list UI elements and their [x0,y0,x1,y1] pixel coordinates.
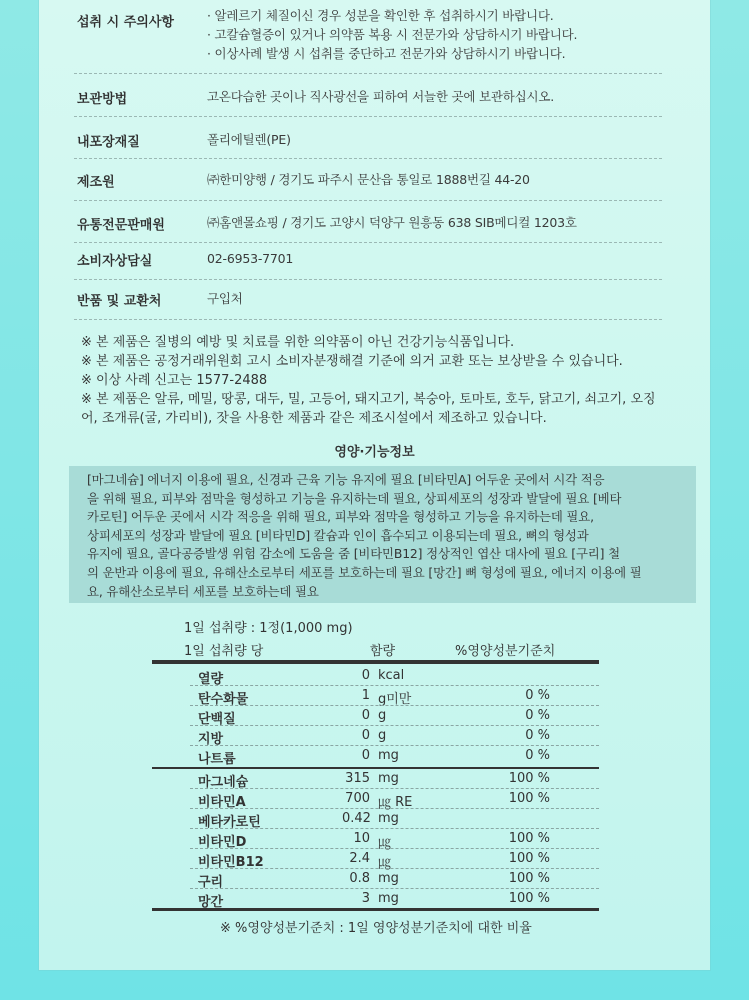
info-value [207,289,243,308]
nutrient-name: 마그네슘 [198,775,249,790]
nutrient-amount: 0 [361,728,370,743]
nutrition-header-serving: 1일 섭취량 당 [184,644,264,659]
info-line: ㈜한미양행 / 경기도 파주시 문산읍 통일로 1888번길 44-20 [207,172,530,187]
nutrition-row [152,686,599,706]
nutrient-percent: 100 % [508,791,550,806]
info-row-precautions [39,0,710,74]
info-row-storage [39,74,710,117]
nutrient-name: 나트륨 [198,752,236,767]
nutrient-percent: 100 % [508,771,550,786]
nutrient-amount: 315 [345,771,370,786]
function-info-box [69,466,696,603]
info-line: ㈜홈앤몰쇼핑 / 경기도 고양시 덕양구 원흥동 638 SIB메디컬 1203호 [207,215,577,230]
nutrient-unit: ㎍ [378,855,392,870]
nutrient-amount: 2.4 [349,851,370,866]
note-line: ※ 본 제품은 알류, 메밀, 땅콩, 대두, 밀, 고등어, 돼지고기, 복숭아, 토마토, 호두, 닭고기, 쇠고기, 오징 [81,392,656,407]
note-line: ※ 이상 사례 신고는 1577-2488 [81,373,268,388]
nutrition-row [152,746,599,766]
info-row-manufacturer [39,159,710,201]
info-label: 소비자상담실 [77,254,153,269]
nutrition-row [152,706,599,726]
function-line: 상피세포의 성장과 발달에 필요 [비타민D] 칼슘과 인이 흡수되고 이용되는데 필요, 뼈의 형성과 [87,527,589,543]
info-label: 보관방법 [77,92,128,107]
nutrition-row [152,809,599,829]
info-value [207,6,577,63]
function-info-title: 영양·기능정보 [334,445,415,460]
nutrient-unit: mg [378,811,399,826]
info-value [207,130,291,149]
nutrient-name: 베타카로틴 [198,815,261,830]
nutrient-unit: mg [378,748,399,763]
info-label: 섭취 시 주의사항 [77,15,174,30]
function-line: 의 운반과 이용에 필요, 유해산소로부터 세포를 보호하는데 필요 [망간] 뼈 형성에 필요, 에너지 이용에 필 [87,564,642,580]
nutrient-percent: 0 % [525,688,550,703]
nutrient-name: 단백질 [198,712,236,727]
info-line: · 알레르기 체질이신 경우 성분을 확인한 후 섭취하시기 바랍니다. [207,8,554,23]
nutrient-percent: 100 % [508,891,550,906]
info-label: 제조원 [77,175,115,190]
nutrient-unit: mg [378,891,399,906]
function-line: [마그네슘] 에너지 이용에 필요, 신경과 근육 기능 유지에 필요 [비타민A] 어두운 곳에서 시각 적응 [87,472,605,487]
nutrient-amount: 0 [361,708,370,723]
nutrient-percent: 0 % [525,708,550,723]
info-row-customer-service [39,243,710,280]
nutrient-percent: 0 % [525,748,550,763]
nutrient-amount: 3 [361,891,370,906]
nutrient-percent: 100 % [508,851,550,866]
nutrient-unit: mg [378,871,399,886]
nutrient-name: 열량 [198,672,224,687]
legal-notes [81,333,681,428]
nutrient-name: 지방 [198,732,224,747]
function-line: 카로틴] 어두운 곳에서 시각 적응을 위해 필요, 피부와 점막을 형성하고 기능을 유지하는데 필요, [87,509,594,525]
nutrient-name: 망간 [198,895,224,910]
nutrient-name: 비타민A [198,795,246,810]
nutrition-row [152,769,599,789]
nutrition-top-rule [152,660,599,664]
note-line: ※ 본 제품은 공정거래위원회 고시 소비자분쟁해결 기준에 의거 교환 또는 보상받을 수 있습니다. [81,354,623,369]
info-value [207,213,577,232]
nutrient-amount: 10 [353,831,370,846]
info-label: 반품 및 교환처 [77,294,162,309]
nutrient-amount: 1 [361,688,370,703]
function-line: 을 위해 필요, 피부와 점막을 형성하고 기능을 유지하는데 필요, 상피세포의 성장과 발달에 필요 [베타 [87,490,622,506]
info-row-returns [39,280,710,320]
info-line: 고온다습한 곳이나 직사광선을 피하여 서늘한 곳에 보관하십시오. [207,89,555,104]
nutrient-percent: 100 % [508,871,550,886]
nutrition-row [152,869,599,889]
row-divider [74,319,662,320]
info-line: 구입처 [207,291,243,306]
info-line: · 이상사례 발생 시 섭취를 중단하고 전문가와 상담하시기 바랍니다. [207,46,566,61]
info-label: 내포장재질 [77,135,140,150]
nutrition-row [152,889,599,909]
info-label: 유통전문판매원 [77,218,165,233]
info-row-packaging [39,117,710,159]
nutrient-percent: 100 % [508,831,550,846]
info-line: 02-6953-7701 [207,251,294,266]
nutrition-header-percent: %영양성분기준치 [455,644,556,659]
note-line: 어, 조개류(굴, 가리비), 잣을 사용한 제품과 같은 제조시설에서 제조하고 있습니다. [81,411,547,426]
nutrient-name: 비타민D [198,835,247,850]
nutrient-unit: g [378,708,387,723]
nutrient-unit: g미만 [378,692,412,707]
info-line: 폴리에틸렌(PE) [207,132,291,147]
info-value [207,170,530,189]
nutrient-amount: 700 [345,791,370,806]
nutrition-row [152,726,599,746]
nutrition-row [152,849,599,869]
function-line: 요, 유해산소로부터 세포를 보호하는데 필요 [87,583,319,599]
nutrition-row [152,789,599,809]
info-value [207,87,554,106]
nutrient-amount: 0 [361,748,370,763]
nutrient-name: 탄수화물 [198,692,249,707]
nutrient-amount: 0.42 [342,811,371,826]
nutrient-percent: 0 % [525,728,550,743]
nutrient-unit: g [378,728,387,743]
function-line: 유지에 필요, 골다공증발생 위험 감소에 도움을 줌 [비타민B12] 정상적인 엽산 대사에 필요 [구리] 철 [87,546,620,562]
daily-intake: 1일 섭취량 : 1정(1,000 mg) [184,621,353,636]
nutrient-amount: 0.8 [349,871,370,886]
nutrition-footnote: ※ %영양성분기준치 : 1일 영양성분기준치에 대한 비율 [220,921,532,936]
nutrition-row [152,829,599,849]
nutrient-name: 구리 [198,875,224,890]
nutrient-unit: ㎍ RE [378,795,413,810]
note-line: ※ 본 제품은 질병의 예방 및 치료를 위한 의약품이 아닌 건강기능식품입니다. [81,335,515,350]
info-row-distributor [39,201,710,243]
nutrient-amount: 0 [361,668,370,683]
info-line: · 고칼슘혈증이 있거나 의약품 복용 시 전문가와 상담하시기 바랍니다. [207,27,578,42]
nutrition-header-amount: 함량 [370,644,396,659]
nutrient-unit: ㎍ [378,835,392,850]
nutrition-row [152,666,599,686]
nutrient-unit: kcal [378,668,405,683]
info-value [207,249,293,268]
nutrient-unit: mg [378,771,399,786]
nutrient-name: 비타민B12 [198,855,264,870]
